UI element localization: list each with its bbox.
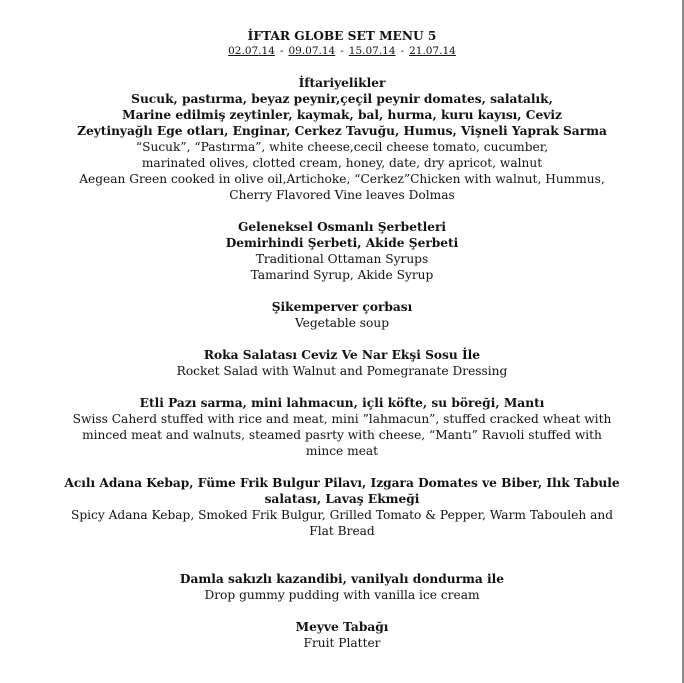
menu-title: İFTAR GLOBE SET MENU 5 (247, 29, 437, 43)
section-en-line: Flat Bread (309, 524, 375, 538)
section-heading: Etli Pazı sarma, mini lahmacun, içli köfte, su böreği, Mantı (139, 396, 545, 410)
section-heading: salatası, Lavaş Ekmeği (264, 492, 420, 506)
section-en-line: Swiss Caherd stuffed with rice and meat, mini ”lahmacun”, stuffed cracked wheat with (72, 412, 612, 426)
section-dessert (76, 571, 608, 603)
section-en-line: Traditional Ottaman Syrups (255, 252, 429, 266)
section-en-line: marinated olives, clotted cream, honey, date, dry apricot, walnut (141, 156, 543, 170)
section-tr-line: Demirhindi Şerbeti, Akide Şerbeti (225, 236, 459, 250)
section-tr-line: Sucuk, pastırma, beyaz peynir,çeçil peynir domates, salatalık, (131, 92, 553, 106)
date-2: 09.07.14 (288, 45, 336, 57)
section-soup (76, 299, 608, 331)
section-iftariyelikler (76, 75, 608, 203)
section-main-course (64, 475, 620, 539)
section-en-line: minced meat and walnuts, steamed pasrty with cheese, “Mantı” Ravıoli stuffed with (82, 428, 602, 442)
date-3: 15.07.14 (348, 45, 396, 57)
section-fruit (76, 619, 608, 651)
section-heading: Acılı Adana Kebap, Füme Frik Bulgur Pilavı, Izgara Domates ve Biber, Ilık Tabule (64, 476, 620, 490)
section-salad (76, 347, 608, 379)
section-en-line: Cherry Flavored Vine leaves Dolmas (229, 188, 455, 202)
section-heading: Şikemperver çorbası (271, 300, 413, 314)
date-separator: - (400, 45, 405, 57)
section-en-line: Rocket Salad with Walnut and Pomegranate Dressing (176, 364, 508, 378)
section-starters (72, 395, 612, 459)
section-en-line: Tamarind Syrup, Akide Syrup (250, 268, 434, 282)
section-tr-line: Zeytinyağlı Ege otları, Enginar, Cerkez Tavuğu, Humus, Vişneli Yaprak Sarma (77, 124, 607, 138)
section-heading: Roka Salatası Ceviz Ve Nar Ekşi Sosu İle (203, 348, 481, 362)
section-en-line: Fruit Platter (303, 636, 381, 650)
section-en-line: Spicy Adana Kebap, Smoked Frik Bulgur, Grilled Tomato & Pepper, Warm Tabouleh and (70, 508, 614, 522)
section-serbetler (76, 219, 608, 283)
section-heading: Meyve Tabağı (295, 620, 389, 634)
section-heading: İftariyelikler (298, 76, 386, 90)
menu-content (64, 28, 620, 667)
section-en-line: Vegetable soup (294, 316, 390, 330)
date-4: 21.07.14 (409, 45, 456, 57)
section-tr-line: Marine edilmiş zeytinler, kaymak, bal, hurma, kuru kayısı, Ceviz (122, 108, 562, 122)
section-heading: Damla sakızlı kazandibi, vanilyalı dondurma ile (179, 572, 505, 586)
section-en-line: Aegean Green cooked in olive oil,Artichoke, “Cerkez”Chicken with walnut, Hummus, (79, 172, 605, 186)
section-en-line: “Sucuk”, “Pastırma”, white cheese,cecil cheese tomato, cucumber, (135, 140, 549, 154)
date-1: 02.07.14 (228, 45, 275, 57)
section-heading: Geleneksel Osmanlı Şerbetleri (237, 220, 447, 234)
date-separator: - (340, 45, 344, 57)
date-separator: - (279, 45, 284, 57)
section-en-line: Drop gummy pudding with vanilla ice cream (204, 588, 480, 602)
section-en-line: mince meat (305, 444, 379, 458)
menu-dates (76, 44, 608, 58)
